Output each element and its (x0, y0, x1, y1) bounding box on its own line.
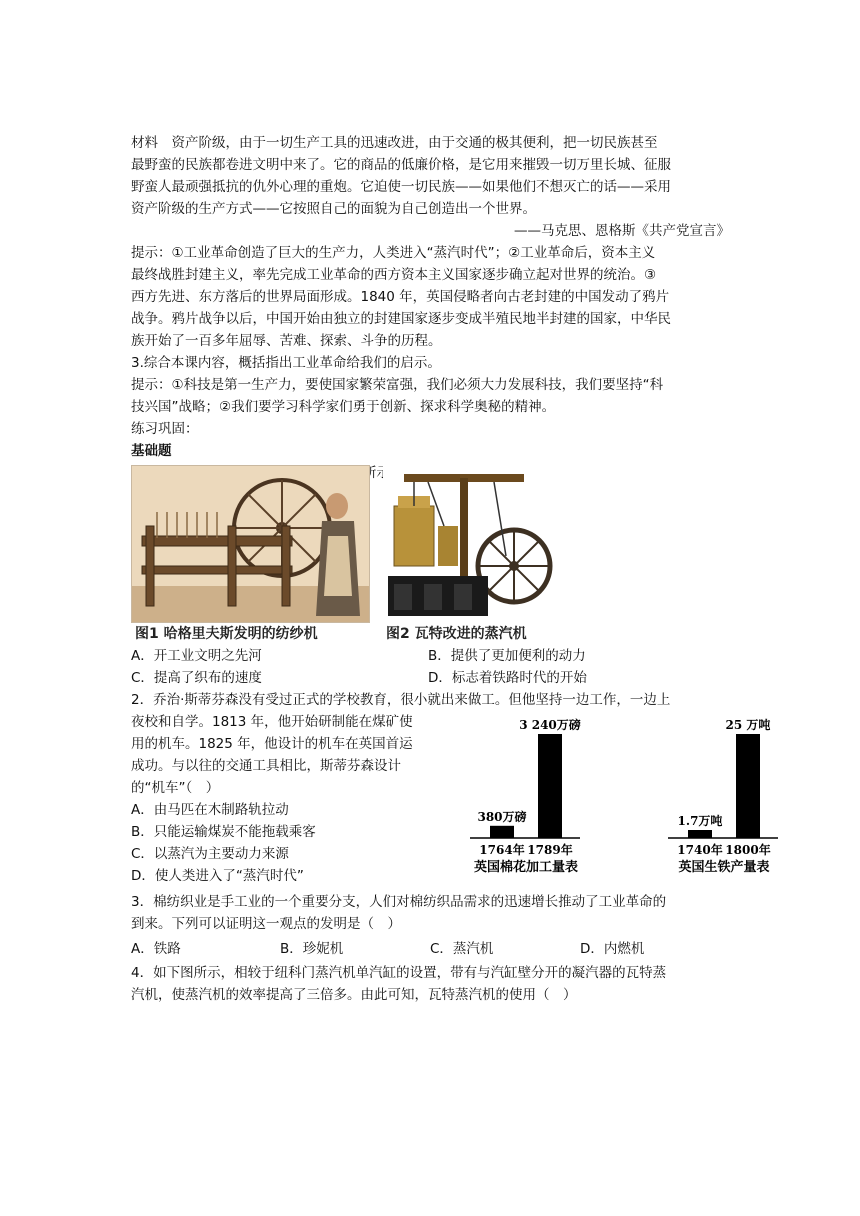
option-b: B．只能运输煤炭不能拖载乘客 (131, 824, 316, 840)
chart-bar (538, 734, 562, 838)
material-line: 最野蛮的民族都卷进文明中来了。它的商品的低廉价格，是它用来摧毁一切万里长城、征服 (131, 157, 671, 173)
chart-title: 英国生铁产量表 (678, 860, 770, 875)
bar-value-label: 380万磅 (477, 809, 527, 824)
material-line: 资产阶级的生产方式——它按照自己的面貌为自己创造出一个世界。 (131, 201, 536, 217)
option-d: D．内燃机 (580, 941, 645, 957)
option-c: C．以蒸汽为主要动力来源 (131, 846, 289, 862)
material-line: 材料 资产阶级，由于一切生产工具的迅速改进，由于交通的极其便利，把一切民族甚至 (131, 135, 658, 151)
hint-line: 西方先进、东方落后的世界局面形成。1840 年，英国侵略者向古老封建的中国发动了鸦片 (131, 289, 670, 305)
material-source: ——马克思、恩格斯《共产党宣言》 (514, 223, 730, 239)
cotton-chart (462, 712, 592, 877)
question-2-stem: 的“机车”（ ） (131, 780, 220, 796)
hint-line: 最终战胜封建主义，率先完成工业革命的西方资本主义国家逐步确立起对世界的统治。③ (131, 267, 657, 283)
steam-engine-image (383, 465, 555, 623)
question-3-stem: 3．棉纺织业是手工业的一个重要分支，人们对棉纺织品需求的迅速增长推动了工业革命的 (131, 894, 667, 910)
category-label: 1800年 (725, 843, 771, 857)
option-c: C．蒸汽机 (430, 941, 494, 957)
category-label: 1740年 (677, 843, 723, 857)
figure-1-caption: 图1 哈格里夫斯发明的纺纱机 (135, 626, 318, 642)
bar-value-label: 3 240万磅 (519, 718, 581, 732)
option-a: A．由马匹在木制路轨拉动 (131, 802, 289, 818)
practice-label: 练习巩固： (131, 421, 199, 437)
hint-line: 战争。鸦片战争以后，中国开始由独立的封建国家逐步变成半殖民地半封建的国家，中华民 (131, 311, 671, 327)
question-2-stem: 夜校和自学。1813 年，他开始研制能在煤矿使 (131, 714, 413, 730)
question-2-stem: 成功。与以往的交通工具相比，斯蒂芬森设计 (131, 758, 401, 774)
material-line: 野蛮人最顽强抵抗的仇外心理的重炮。它迫使一切民族——如果他们不想灭亡的话——采用 (131, 179, 671, 195)
option-d: D．使人类进入了“蒸汽时代” (131, 868, 304, 884)
bar-value-label: 1.7万吨 (677, 814, 723, 828)
basic-section-heading: 基础题 (131, 443, 172, 459)
question-4-stem: 汽机，使蒸汽机的效率提高了三倍多。由此可知，瓦特蒸汽机的使用（ ） (131, 987, 577, 1003)
hint-line: 提示：①科技是第一生产力，要使国家繁荣富强，我们必须大力发展科技，我们要坚持“科 (131, 377, 664, 393)
figure-2-caption: 图2 瓦特改进的蒸汽机 (386, 626, 527, 642)
question-4-stem: 4．如下图所示，相较于纽科门蒸汽机单汽缸的设置，带有与汽缸壁分开的凝汽器的瓦特蒸 (131, 965, 667, 981)
category-label: 1789年 (527, 843, 573, 857)
hint-line: 技兴国”战略；②我们要学习科学家们勇于创新、探求科学奥秘的精神。 (131, 399, 556, 415)
hint-line: 族开始了一百多年屈辱、苦难、探索、斗争的历程。 (131, 333, 442, 349)
chart-bar (490, 826, 514, 838)
question-2-stem: 2．乔治·斯蒂芬森没有受过正式的学校教育，很小就出来做工。但他坚持一边工作，一边上 (131, 692, 671, 708)
option-c: C．提高了织布的速度 (131, 670, 262, 686)
option-b: B．提供了更加便利的动力 (428, 648, 586, 664)
bar-value-label: 25 万吨 (725, 718, 771, 732)
question-2-stem: 用的机车。1825 年，他设计的机车在英国首运 (131, 736, 413, 752)
hint-line: 提示：①工业革命创造了巨大的生产力，人类进入“蒸汽时代”；②工业革命后，资本主义 (131, 245, 656, 261)
chart-bar (688, 830, 712, 838)
option-a: A．铁路 (131, 941, 181, 957)
option-d: D．标志着铁路时代的开始 (428, 670, 587, 686)
spinning-jenny-image (131, 465, 370, 623)
option-a: A．开工业文明之先河 (131, 648, 262, 664)
chart-title: 英国棉花加工量表 (473, 860, 579, 875)
question-3-prompt: 3.综合本课内容，概括指出工业革命给我们的启示。 (131, 355, 441, 371)
iron-chart (660, 712, 790, 877)
category-label: 1764年 (479, 843, 525, 857)
question-3-stem: 到来。下列可以证明这一观点的发明是（ ） (131, 916, 401, 932)
option-b: B．珍妮机 (280, 941, 344, 957)
chart-bar (736, 734, 760, 838)
